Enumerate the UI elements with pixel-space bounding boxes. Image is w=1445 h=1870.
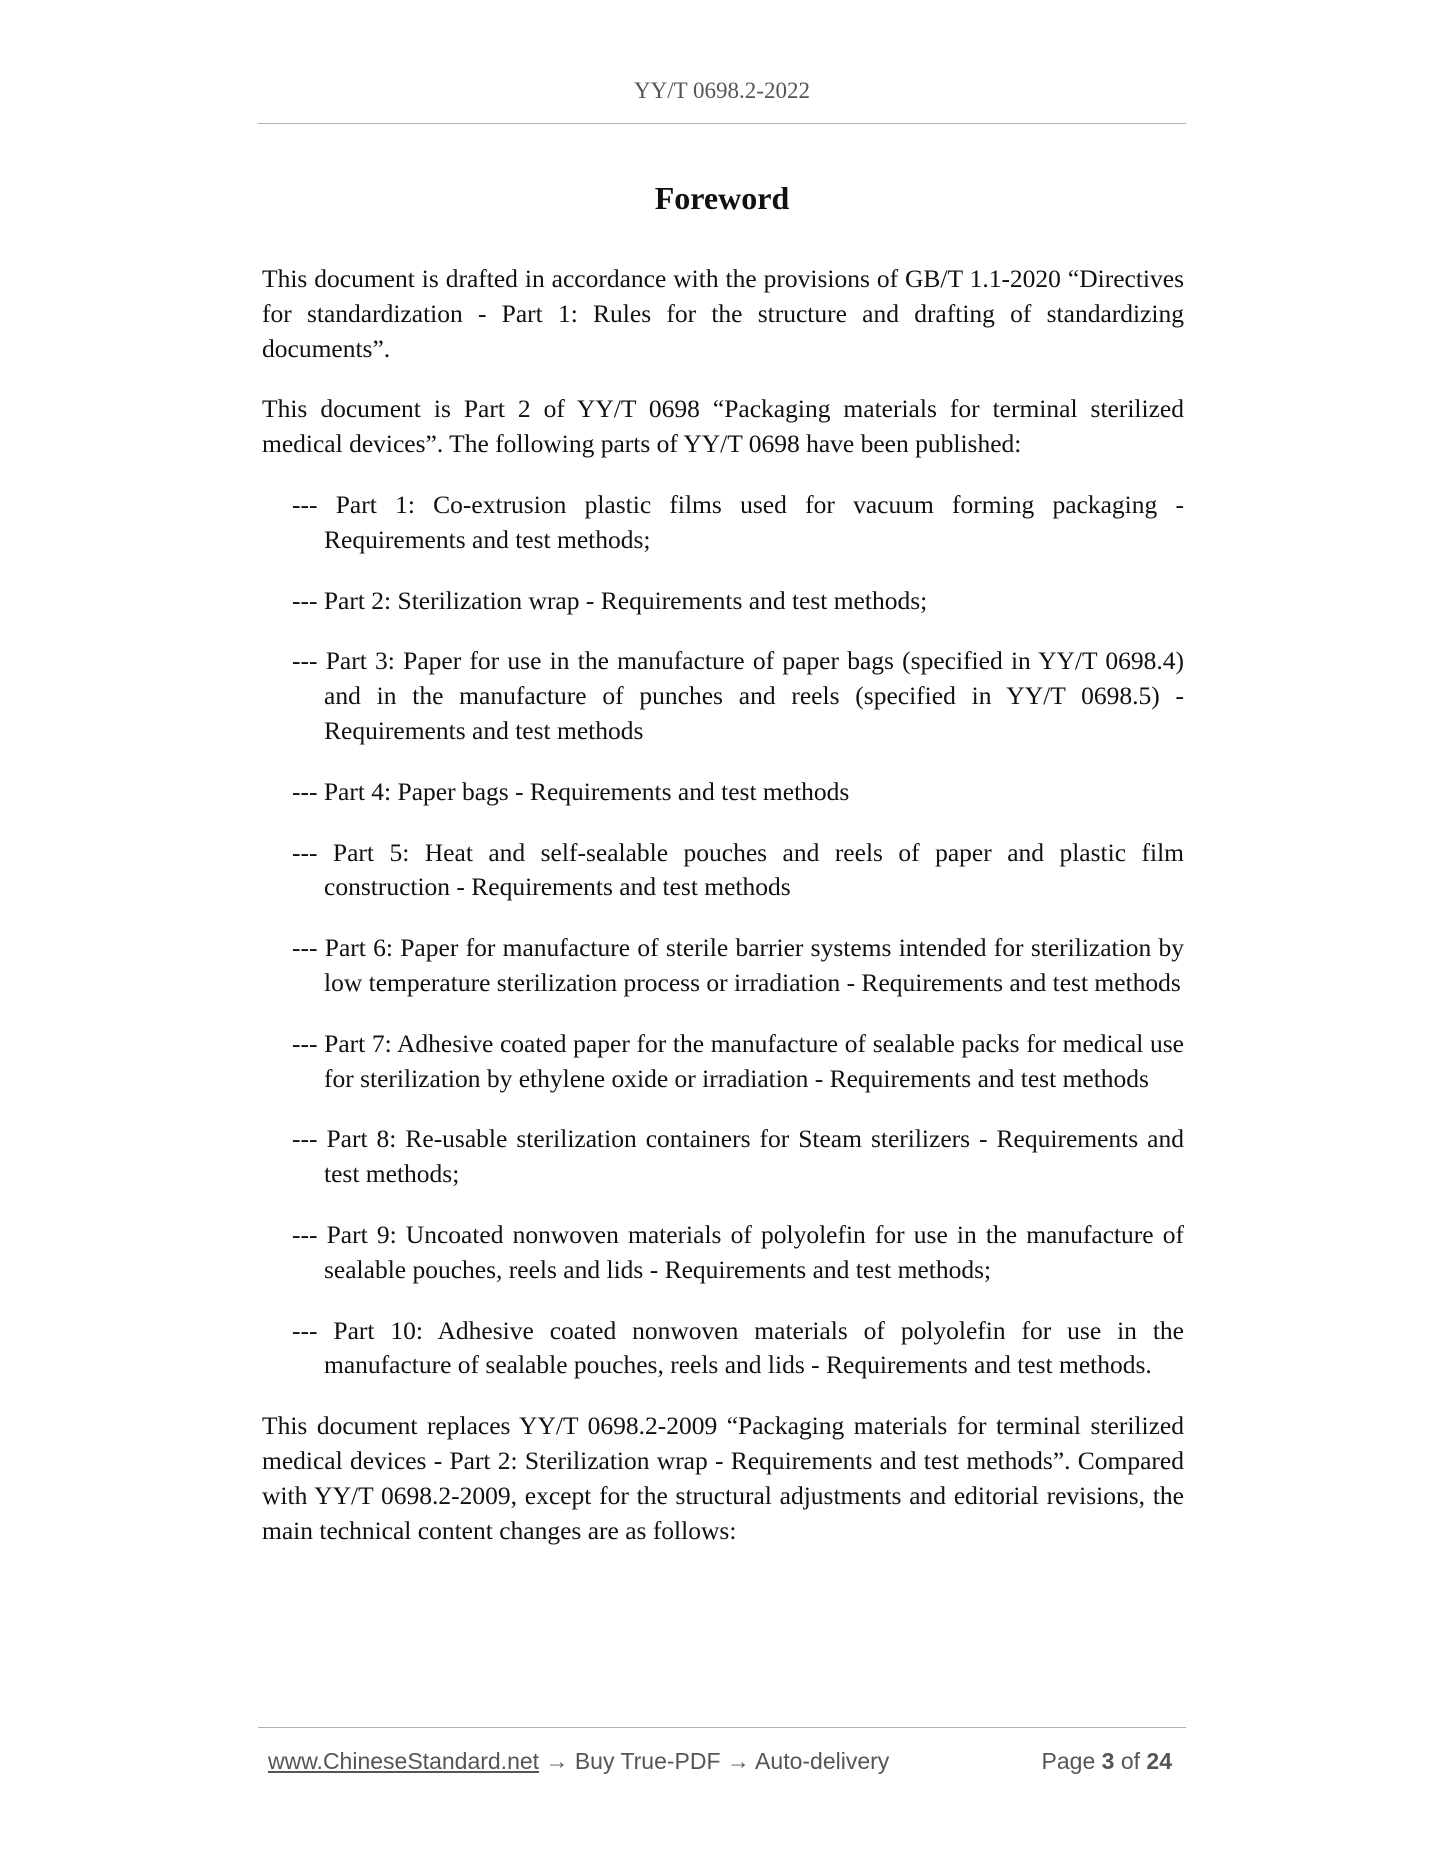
page-total: 24 (1146, 1748, 1172, 1774)
document-body (262, 262, 1184, 1574)
site-link[interactable]: www.ChineseStandard.net (268, 1748, 540, 1774)
list-item: --- Part 1: Co-extrusion plastic films used for vacuum forming packaging - Requirements and test methods; (292, 489, 1184, 554)
list-item: --- Part 6: Paper for manufacture of sterile barrier systems intended for sterilization by low temperature sterilization process or irradiation - Requirements and test methods (292, 933, 1184, 997)
published-parts-list (262, 488, 1184, 1383)
page-header: YY/T 0698.2-2022 (634, 78, 810, 103)
footer-promo (268, 1748, 889, 1775)
page-label: Page (1041, 1748, 1096, 1774)
list-item: --- Part 9: Uncoated nonwoven materials of polyolefin for use in the manufacture of sealable pouches, reels and lids - Requirements and test methods; (292, 1219, 1184, 1284)
paragraph-part-intro: This document is Part 2 of YY/T 0698 “Packaging materials for terminal sterilized medical devices”. The following parts of YY/T 0698 have been published: (262, 394, 1184, 459)
list-item: --- Part 2: Sterilization wrap - Requirements and test methods; (292, 585, 928, 615)
paragraph-drafting-provisions: This document is drafted in accordance with the provisions of GB/T 1.1-2020 “Directives for standardization - Part 1: Rules for the structure and drafting of standardizing documents”. (262, 264, 1184, 363)
list-item: --- Part 10: Adhesive coated nonwoven materials of polyolefin for use in the manufacture of sealable pouches, reels and lids - Requirements and test methods. (292, 1315, 1184, 1380)
page-of-label: of (1120, 1748, 1141, 1774)
page-current: 3 (1101, 1748, 1115, 1774)
list-item: --- Part 5: Heat and self-sealable pouches and reels of paper and plastic film construction - Requirements and test methods (292, 837, 1184, 902)
paragraph-replacement-note: This document replaces YY/T 0698.2-2009 “Packaging materials for terminal sterilized medical devices - Part 2: Sterilization wrap - Requirements and test methods”. Compared with YY/T 0698.2-2009, except for the structural adjustments and editorial revisions, the main technical content changes are as follows: (262, 1411, 1184, 1545)
list-item: --- Part 8: Re-usable sterilization containers for Steam sterilizers - Requirements and test methods; (292, 1124, 1184, 1189)
list-item: --- Part 7: Adhesive coated paper for the manufacture of sealable packs for medical use for sterilization by ethylene oxide or irradiation - Requirements and test methods (292, 1028, 1184, 1093)
page-title: Foreword (654, 180, 790, 216)
promo-text: → Buy True-PDF → Auto-delivery (539, 1748, 890, 1774)
list-item: --- Part 3: Paper for use in the manufacture of paper bags (specified in YY/T 0698.4) and in the manufacture of punches and reels (specified in YY/T 0698.5) - Requirements and test methods (292, 646, 1184, 745)
footer-divider (258, 1727, 1186, 1728)
list-item: --- Part 4: Paper bags - Requirements and test methods (292, 776, 850, 806)
page-number (1042, 1748, 1172, 1775)
header-divider (258, 123, 1186, 124)
